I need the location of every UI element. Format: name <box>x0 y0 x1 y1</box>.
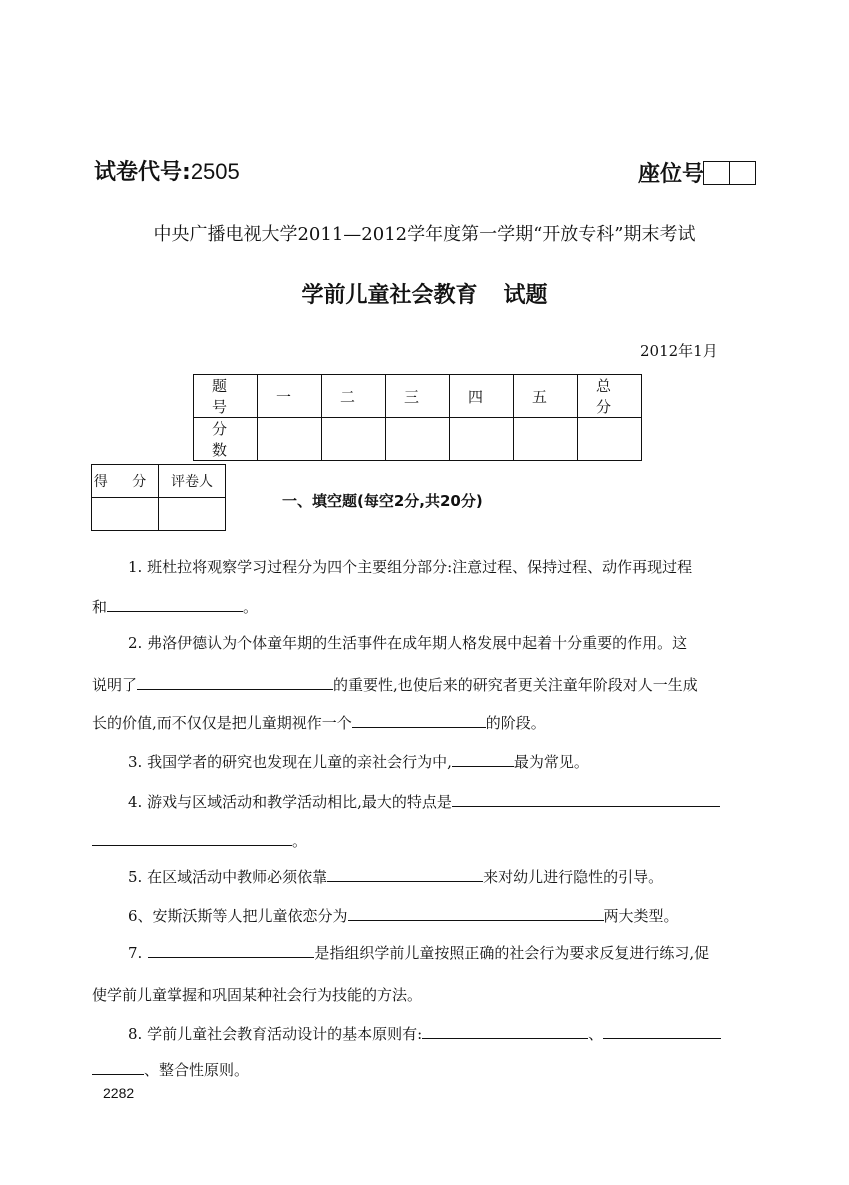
seat-box[interactable] <box>729 161 756 185</box>
text: 的重要性,也使后来的研究者更关注童年阶段对人一生成 <box>333 676 698 694</box>
score-cell[interactable] <box>258 418 322 461</box>
answer-blank[interactable] <box>352 713 486 728</box>
text: 8. 学前儿童社会教育活动设计的基本原则有: <box>128 1025 423 1043</box>
question-3 <box>128 751 589 772</box>
score-cell[interactable] <box>578 418 642 461</box>
text: 7. <box>128 944 143 962</box>
header-cell: 五 <box>514 375 578 418</box>
header-cell: 一 <box>258 375 322 418</box>
score-cell[interactable] <box>386 418 450 461</box>
header-cell: 题 号 <box>194 375 258 418</box>
answer-blank[interactable] <box>107 597 243 612</box>
question-1-line-2 <box>92 596 258 617</box>
text: 4. 游戏与区域活动和教学活动相比,最大的特点是 <box>128 793 452 811</box>
table-row <box>194 418 642 461</box>
header-cell: 三 <box>386 375 450 418</box>
text: 、整合性原则。 <box>144 1061 250 1079</box>
answer-blank[interactable] <box>452 792 720 807</box>
question-2-line-3 <box>92 712 546 733</box>
table-row <box>92 465 226 498</box>
question-7-line-2: 使学前儿童掌握和巩固某种社会行为技能的方法。 <box>92 986 423 1004</box>
exam-code-label: 试卷代号: <box>94 160 191 185</box>
answer-blank[interactable] <box>348 906 604 921</box>
answer-blank[interactable] <box>452 752 514 767</box>
grader-label: 评卷人 <box>159 465 226 498</box>
score-cell[interactable] <box>450 418 514 461</box>
question-7-line-1 <box>128 942 709 963</box>
question-8-line-2 <box>92 1059 249 1080</box>
score-label: 得 分 <box>92 465 159 498</box>
text: 的阶段。 <box>485 714 546 732</box>
question-2-line-2 <box>92 674 698 695</box>
subject-title: 学前儿童社会教育 <box>301 283 478 308</box>
answer-blank[interactable] <box>327 867 483 882</box>
text: 长的价值,而不仅仅是把儿童期视作一个 <box>92 714 352 732</box>
score-table <box>193 374 642 461</box>
header-cell: 二 <box>322 375 386 418</box>
seat-label: 座位号 <box>638 162 705 187</box>
exam-code <box>94 155 240 186</box>
table-row <box>92 498 226 531</box>
score-cell[interactable] <box>322 418 386 461</box>
text: 是指组织学前儿童按照正确的社会行为要求反复进行练习,促 <box>314 944 710 962</box>
text: 、 <box>588 1025 604 1043</box>
question-8-line-1 <box>128 1023 721 1044</box>
answer-blank[interactable] <box>603 1024 721 1039</box>
title-kind: 试题 <box>503 283 548 308</box>
answer-blank[interactable] <box>137 675 333 690</box>
page-code: 2282 <box>103 1085 135 1101</box>
score-cell[interactable] <box>514 418 578 461</box>
score-cell[interactable] <box>92 498 159 531</box>
header-cell: 四 <box>450 375 514 418</box>
text: 来对幼儿进行隐性的引导。 <box>483 868 664 886</box>
header-cell: 总 分 <box>578 375 642 418</box>
question-2-line-1: 2. 弗洛伊德认为个体童年期的生活事件在成年期人格发展中起着十分重要的作用。这 <box>128 634 688 652</box>
text: 两大类型。 <box>603 907 679 925</box>
answer-blank[interactable] <box>422 1024 588 1039</box>
question-1-line-1: 1. 班杜拉将观察学习过程分为四个主要组分部分:注意过程、保持过程、动作再现过程 <box>128 558 693 576</box>
answer-blank[interactable] <box>92 831 292 846</box>
exam-title <box>0 278 849 309</box>
seat-number <box>638 157 756 188</box>
text: 。 <box>243 598 259 616</box>
grader-table <box>91 464 226 531</box>
exam-date: 2012年1月 <box>640 342 718 360</box>
text: 3. 我国学者的研究也发现在儿童的亲社会行为中, <box>128 753 452 771</box>
text: 6、安斯沃斯等人把儿童依恋分为 <box>128 907 348 925</box>
row-label: 分 数 <box>194 418 258 461</box>
section-heading: 一、填空题(每空2分,共20分) <box>282 492 483 510</box>
question-4-line-1 <box>128 791 720 812</box>
question-6 <box>128 905 679 926</box>
answer-blank[interactable] <box>148 943 314 958</box>
text: 最为常见。 <box>513 753 589 771</box>
table-row <box>194 375 642 418</box>
grader-cell[interactable] <box>159 498 226 531</box>
text: 。 <box>292 832 308 850</box>
text: 5. 在区域活动中教师必须依靠 <box>128 868 328 886</box>
seat-box[interactable] <box>703 161 730 185</box>
question-5 <box>128 866 663 887</box>
answer-blank[interactable] <box>92 1060 144 1075</box>
exam-header: 中央广播电视大学2011—2012学年度第一学期“开放专科”期末考试 <box>153 224 696 245</box>
exam-code-value: 2505 <box>190 159 240 184</box>
text: 说明了 <box>92 676 138 694</box>
question-4-line-2 <box>92 830 307 851</box>
text: 和 <box>92 598 108 616</box>
